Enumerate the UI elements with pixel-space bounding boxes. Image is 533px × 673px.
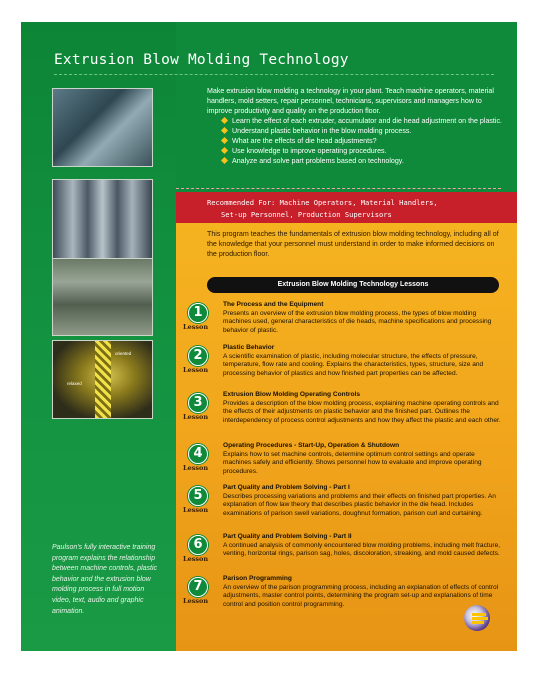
lesson-heading: Part Quality and Problem Solving - Part I [223,484,350,491]
lesson-description: Describes processing variations and problems and their effects on finished part properties. An explanation of flow law theory that describes plastic behavior in the die head. Includes examinations of parison swell variations, doughnut formation, parison curl and curtaining. [223,493,496,517]
lesson-heading: Operating Procedures - Start-Up, Operation & Shutdown [223,442,400,449]
bullet-item: Learn the effect of each extruder, accumulator and die head adjustment on the plastic. [207,116,507,126]
lesson-heading: Parison Programming [223,575,292,582]
lesson-heading: Plastic Behavior [223,344,275,351]
lesson-number-badge: 7 [188,577,208,597]
lesson-description: A continued analysis of commonly encountered blow molding problems, including melt fracture, venting, horizontal rings, parison sag, holes, discoloration, streaking, and mold caused defects. [223,542,501,558]
lesson-label: Lesson [183,506,209,514]
lesson-heading: The Process and the Equipment [223,301,324,308]
lesson-label: Lesson [183,597,209,605]
diamond-bullet-icon [221,147,228,154]
caption-text: Paulson's fully interactive training program explains the relationship between machine controls, plastic behavior and the extrusion blow molding process in full motion video, text, audio and graphic animation. [52,544,158,615]
lesson-description: Provides a description of the blow molding process, explaining machine operating controls and the effects of their adjustments on plastic behavior and the finished part. Outlines the interdependency of process control adjustments and how they affect the plastic and each other. [223,400,501,424]
lesson-number-badge: 3 [188,393,208,413]
lesson-heading: Part Quality and Problem Solving - Part II [223,533,352,540]
diamond-bullet-icon [221,137,228,144]
bullet-list [207,116,507,166]
recommended-text: Recommended For: Machine Operators, Material Handlers, Set-up Personnel, Production Supervisors [207,198,438,219]
page-title: Extrusion Blow Molding Technology [54,52,349,68]
intro-text: Make extrusion blow molding a technology in your plant. Teach machine operators, material handlers, mold setters, repair personnel, technicians, supervisors and managers how to improve productivity and quality on the production floor. [207,87,494,115]
lesson-label: Lesson [183,555,209,563]
machine-photo-2 [52,179,153,267]
parison-animation-photo [52,340,153,419]
bullet-item: Analyze and solve part problems based on technology. [207,156,507,166]
machine-photo-3 [52,258,153,336]
bullet-item: What are the effects of die head adjustments? [207,136,507,146]
lesson-label: Lesson [183,464,209,472]
relaxed-label: relaxed [67,381,82,386]
lesson-description: A scientific examination of plastic, including molecular structure, the effects of pressure, temperature, flow rate and cooling. Explains the characteristics, types, structure, size and processing behavior of plastics and how finished part properties can be affected. [223,353,484,377]
lesson-description: Presents an overview of the extrusion blow molding process, the types of blow molding machines used, general characteristics of die heads, machine specifications and processing behavior of plastic. [223,310,492,334]
diamond-bullet-icon [221,117,228,124]
page [21,22,517,651]
lesson-number-badge: 6 [188,535,208,555]
lesson-number-badge: 2 [188,346,208,366]
lesson-description: Explains how to set machine controls, determine optimum control settings and operate machines safely and efficiently. Shows personnel how to evaluate and improve operating procedures. [223,451,482,475]
bullet-item: Use knowledge to improve operating procedures. [207,146,507,156]
lesson-number-badge: 5 [188,486,208,506]
intro-block [207,86,507,166]
lesson-label: Lesson [183,413,209,421]
lesson-description: An overview of the parison programming process, including an explanation of effects of control adjustments, master control points, determining the program set-up and explanations of time control and position control programming. [223,584,499,608]
program-description: This program teaches the fundamentals of extrusion blow molding technology, including all of the knowledge that your personnel must understand in order to make informed decisions on the production floor. [207,230,499,258]
lesson-heading: Extrusion Blow Molding Operating Controls [223,391,361,398]
diamond-bullet-icon [221,127,228,134]
machine-photo-1 [52,88,153,167]
diamond-bullet-icon [221,157,228,164]
lessons-title: Extrusion Blow Molding Technology Lessons [277,281,429,288]
title-divider [54,74,494,75]
lesson-number-badge: 1 [188,303,208,323]
bullet-item: Understand plastic behavior in the blow molding process. [207,126,507,136]
parison-strip [95,341,111,418]
lesson-label: Lesson [183,366,209,374]
recommended-divider [176,188,501,189]
paulson-logo-icon [464,605,490,631]
lesson-label: Lesson [183,323,209,331]
lesson-number-badge: 4 [188,444,208,464]
oriented-label: oriented [115,351,132,356]
